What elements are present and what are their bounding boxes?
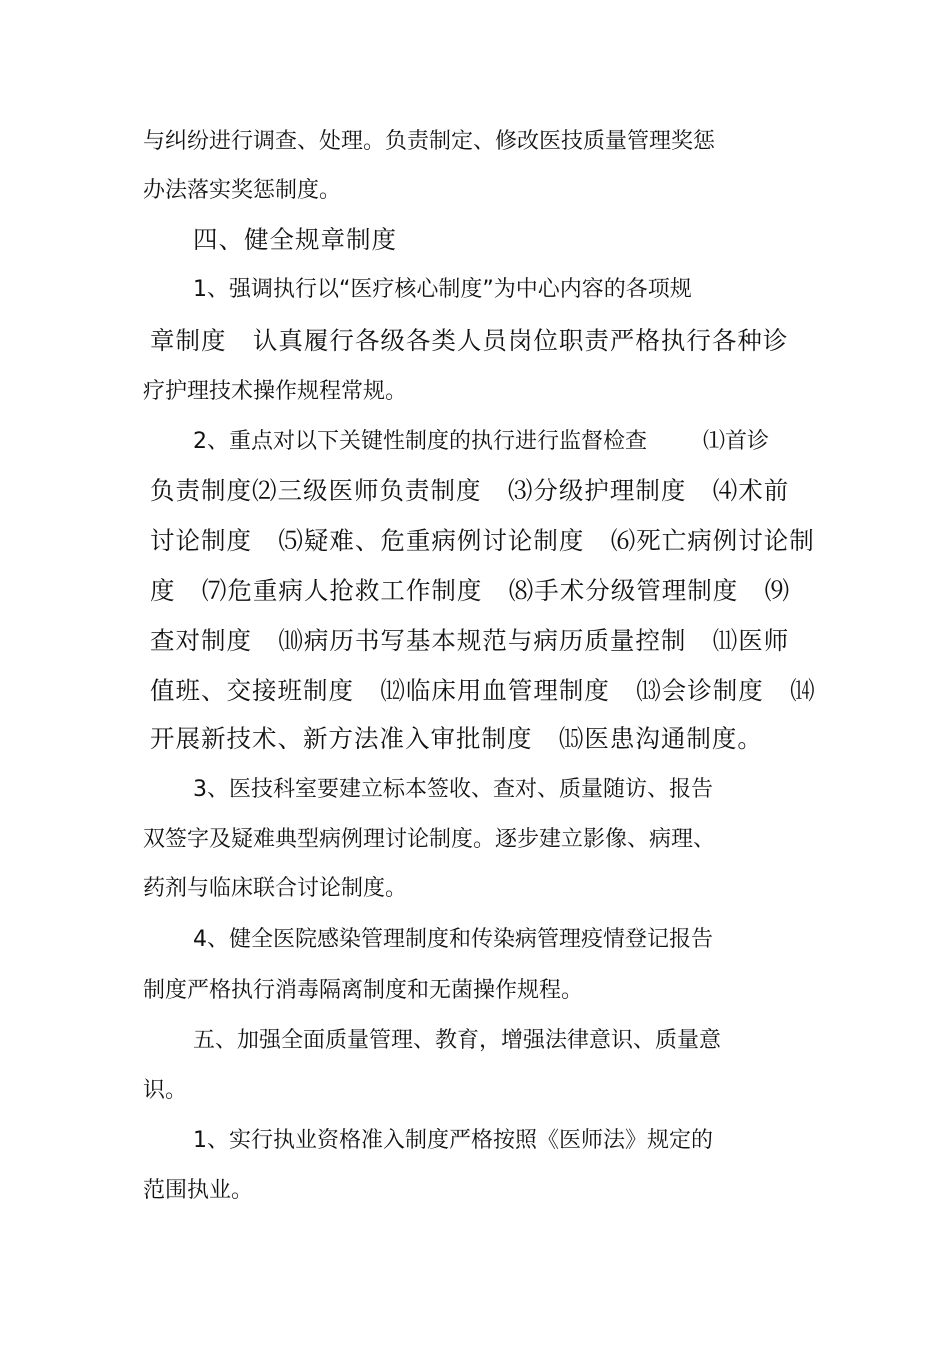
section-heading: 五、加强全面质量管理、教育，增强法律意识、质量意 <box>193 1028 722 1053</box>
paragraph-line: 双签字及疑难典型病例理讨论制度。逐步建立影像、病理、 <box>143 827 716 852</box>
paragraph-line: 3、医技科室要建立标本签收、查对、质量随访、报告 <box>193 777 713 802</box>
paragraph-line: 药剂与临床联合讨论制度。 <box>143 876 408 901</box>
section-heading: 四、健全规章制度 <box>193 225 397 254</box>
paragraph-line: 2、重点对以下关键性制度的执行进行监督检查 ⑴首诊 <box>193 429 769 454</box>
paragraph-line: 查对制度 ⑽病历书写基本规范与病历质量控制 ⑾医师 <box>150 626 790 655</box>
paragraph-line: 值班、交接班制度 ⑿临床用血管理制度 ⒀会诊制度 ⒁ <box>150 676 816 705</box>
paragraph-line: 1、强调执行以“医疗核心制度”为中心内容的各项规 <box>193 277 692 302</box>
paragraph-line: 识。 <box>143 1078 188 1103</box>
paragraph-line: 开展新技术、新方法准入审批制度 ⒂医患沟通制度。 <box>150 724 763 753</box>
paragraph-line: 范围执业。 <box>143 1178 254 1203</box>
paragraph-line: 办法落实奖惩制度。 <box>143 178 342 203</box>
paragraph-line: 4、健全医院感染管理制度和传染病管理疫情登记报告 <box>193 927 713 952</box>
paragraph-line: 负责制度⑵三级医师负责制度 ⑶分级护理制度 ⑷术前 <box>150 476 790 505</box>
paragraph-line: 与纠纷进行调查、处理。负责制定、修改医技质量管理奖惩 <box>143 129 716 154</box>
paragraph-line: 1、实行执业资格准入制度严格按照《医师法》规定的 <box>193 1128 713 1153</box>
paragraph-line: 度 ⑺危重病人抢救工作制度 ⑻手术分级管理制度 ⑼ <box>150 576 791 605</box>
paragraph-line: 讨论制度 ⑸疑难、危重病例讨论制度 ⑹死亡病例讨论制 <box>150 526 815 555</box>
paragraph-line: 疗护理技术操作规程常规。 <box>143 379 408 404</box>
paragraph-line: 章制度 认真履行各级各类人员岗位职责严格执行各种诊 <box>150 326 789 355</box>
paragraph-line: 制度严格执行消毒隔离制度和无菌操作规程。 <box>143 978 584 1003</box>
